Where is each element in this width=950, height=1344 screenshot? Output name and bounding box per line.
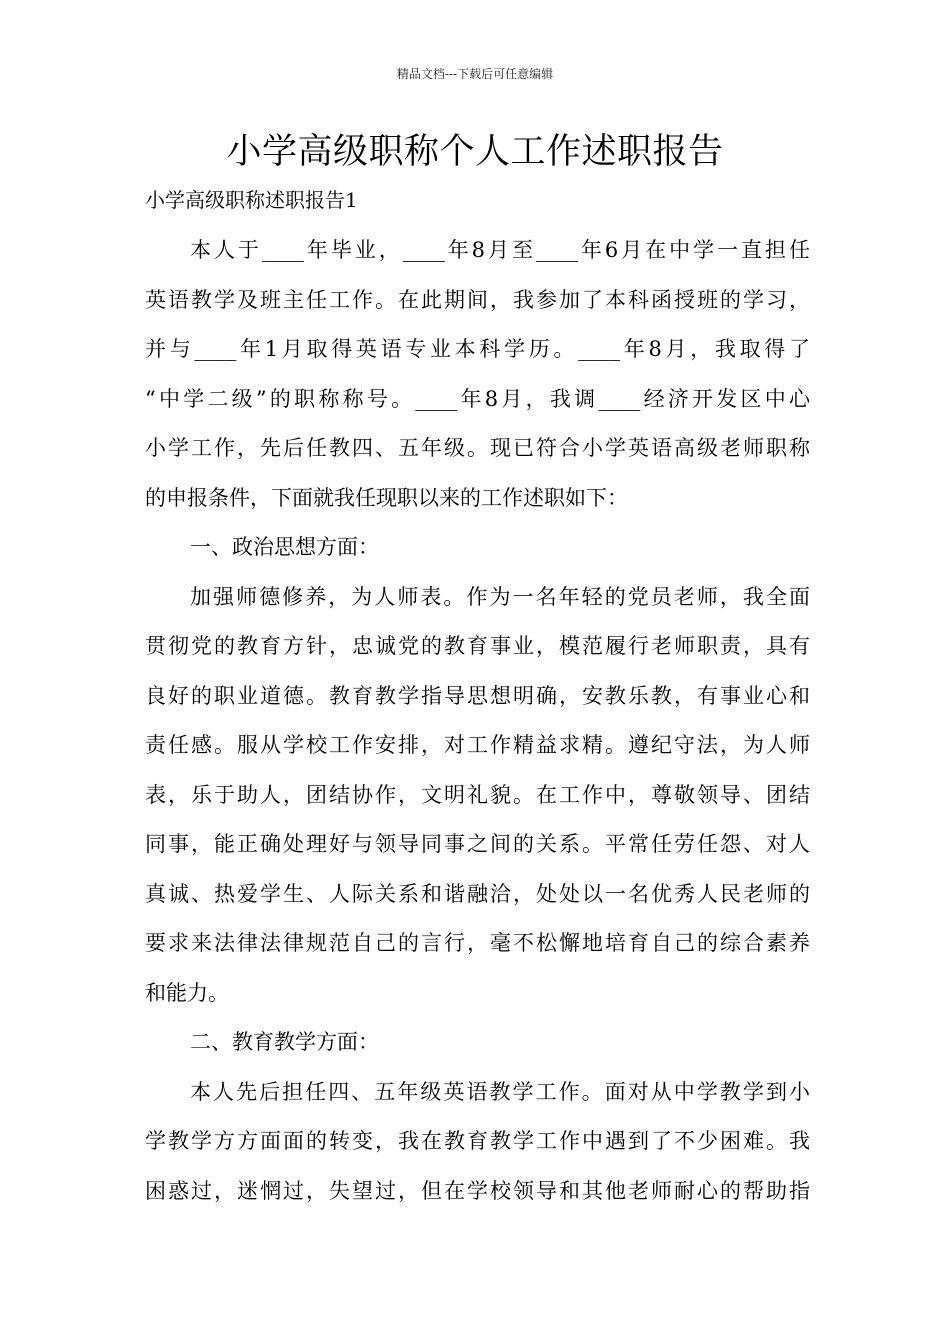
paragraph-line: 要求来法律法律规范自己的言行，毫不松懈地培育自己的综合素养 (145, 931, 810, 955)
paragraph-line: 学教学方方面面的转变，我在教育教学工作中遇到了不少困难。我 (145, 1129, 810, 1153)
paragraph-line: 和能力。 (145, 980, 229, 1005)
paragraph-line: 贯彻党的教育方针，忠诚党的教育事业，模范履行老师职责，具有 (145, 634, 810, 658)
paragraph-line: 本人先后担任四、五年级英语教学工作。面对从中学教学到小 (190, 1079, 810, 1104)
paragraph-line: 表，乐于助人，团结协作，文明礼貌。在工作中，尊敬领导、团结 (145, 782, 810, 807)
paragraph-line: 并与____年1月取得英语专业本科学历。____年8月，我取得了 (145, 337, 810, 361)
paragraph-line: 良好的职业道德。教育教学指导思想明确，安教乐教，有事业心和 (145, 683, 810, 708)
paragraph-line: 责任感。服从学校工作安排，对工作精益求精。遵纪守法，为人师 (145, 733, 810, 757)
document-title: 小学高级职称个人工作述职报告 (226, 132, 724, 172)
paragraph-line: “中学二级”的职称称号。____年8月，我调____经济开发区中心 (145, 386, 810, 411)
paragraph-line: 的申报条件，下面就我任现职以来的工作述职如下： (145, 485, 628, 510)
paragraph-line: 加强师德修养，为人师表。作为一名年轻的党员老师，我全面 (190, 584, 810, 609)
document-subtitle: 小学高级职称述职报告1 (145, 188, 358, 212)
paragraph-line: 真诚、热爱学生、人际关系和谐融洽，处处以一名优秀人民老师的 (145, 881, 810, 906)
paragraph-line: 同事，能正确处理好与领导同事之间的关系。平常任劳任怨、对人 (145, 832, 810, 856)
document-header-note: 精品文档---下载后可任意编辑 (396, 67, 554, 81)
paragraph-line: 本人于____年毕业，____年8月至____年6月在中学一直担任 (190, 238, 810, 262)
paragraph-line: 困惑过，迷惘过，失望过，但在学校领导和其他老师耐心的帮助指 (145, 1178, 810, 1203)
paragraph-line: 小学工作，先后任教四、五年级。现已符合小学英语高级老师职称 (145, 436, 810, 460)
section-heading: 二、教育教学方面： (190, 1030, 379, 1054)
document-body (145, 183, 810, 1216)
paragraph-line: 英语教学及班主任工作。在此期间，我参加了本科函授班的学习， (145, 287, 810, 312)
section-heading: 一、政治思想方面： (190, 535, 379, 559)
